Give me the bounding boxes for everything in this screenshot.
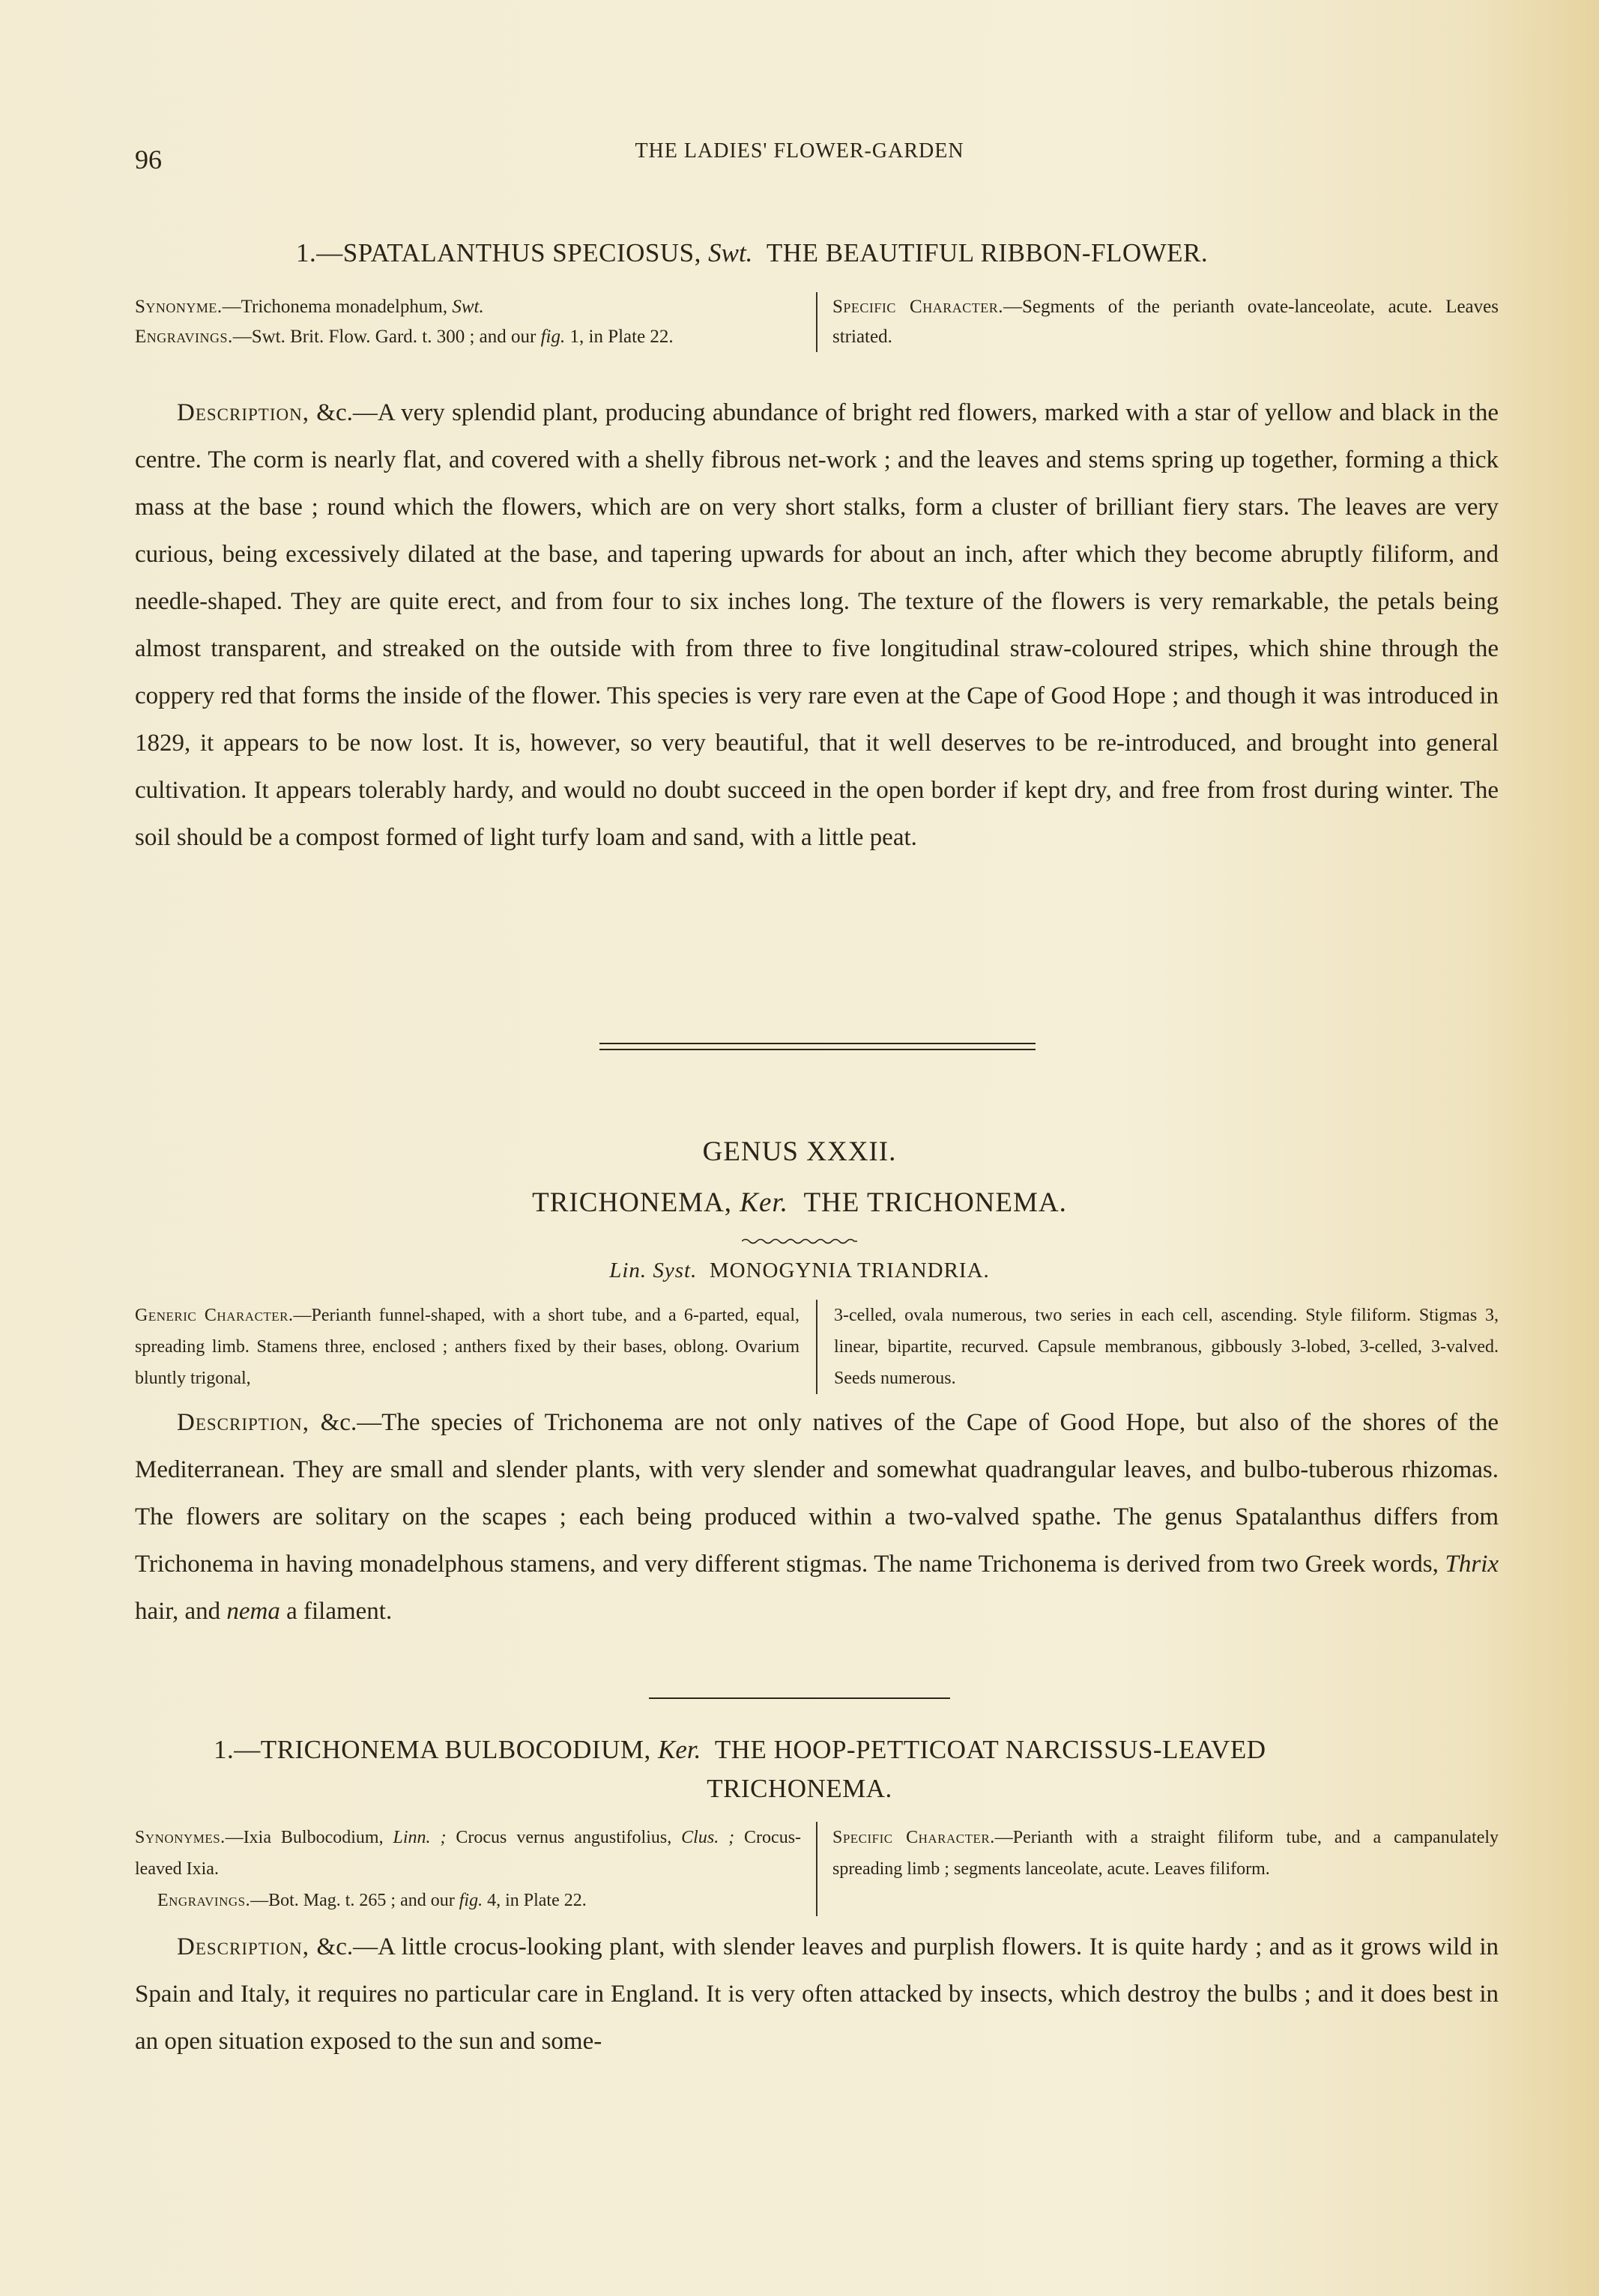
species2-synonyms-text: —Ixia Bulbocodium,: [225, 1828, 384, 1847]
species2-engravings-fig: fig.: [459, 1891, 483, 1910]
generic-character-text-right: 3-celled, ovala numerous, two series in each cell, ascending. Style filiform. Stigmas 3, linear, bipartite, recurved. Capsule membranous, gibbously 3-lobed, 3-celled, 3-valved. Seeds numerous.: [834, 1306, 1499, 1388]
word-thrix: Thrix: [1445, 1551, 1499, 1578]
species1-title-english: THE BEAUTIFUL RIBBON-FLOWER.: [766, 238, 1209, 267]
synonyms-label: Synonyme.: [135, 297, 223, 317]
genus-english: THE TRICHONEMA.: [803, 1187, 1067, 1218]
engravings-text: —Swt. Brit. Flow. Gard. t. 300 ; and our: [232, 327, 536, 347]
genus-heading: GENUS XXXII.: [702, 1136, 897, 1167]
species2-engravings-label: Engravings.: [157, 1891, 251, 1910]
page-number: 96: [135, 145, 162, 175]
species2-synonyms-label: Synonymes.: [135, 1828, 226, 1847]
species2-synonyms-text-b: Crocus vernus angustifolius,: [456, 1828, 672, 1847]
species2-description: [135, 1924, 1499, 2065]
species2-specific-block: [816, 1822, 1499, 1916]
generic-character-text-left: —Perianth funnel-shaped, with a short tube, and a 6-parted, equal, spreading limb. Stamens three, enclosed ; anthers fixed by their bases, oblong. Ovarium bluntly trigonal,: [135, 1306, 800, 1388]
wavy-rule: [742, 1238, 857, 1245]
description-text: &c.—A very splendid plant, producing abundance of bright red flowers, marked with a star of yellow and black in the centre. The corm is nearly flat, and covered with a shelly fibrous net-work ; and the leaves and stems spring up together, forming a thick mass at the base ; round which the flowers, which are on very short stalks, form a cluster of brilliant fiery stars. The leaves are very curious, being excessively dilated at the base, and tapering upwards for about an inch, after which they become abruptly filiform, and needle-shaped. They are quite erect, and from four to six inches long. The texture of the flowers is very remarkable, the petals being almost transparent, and streaked on the outside with from three to five longitudinal straw-coloured stripes, which shine through the coppery red that forms the inside of the flower. This species is very rare even at the Cape of Good Hope ; and though it was introduced in 1829, it appears to be now lost. It is, however, so very beautiful, that it well deserves to be re-introduced, and brought into general cultivation. It appears tolerably hardy, and would no doubt succeed in the open border if kept dry, and free from frost during winter. The soil should be a compost formed of light turfy loam and sand, with a little peat.: [135, 399, 1499, 851]
species2-title-line2: TRICHONEMA.: [707, 1774, 892, 1803]
linnaean-system: [0, 1258, 1599, 1283]
synonyms-author: Swt.: [452, 297, 484, 317]
synonyms-text: —Trichonema monadelphum,: [222, 297, 448, 317]
synonyms-clus: Clus. ;: [681, 1828, 735, 1847]
section-rule-top: [599, 1043, 1036, 1044]
species2-title-latin: 1.—TRICHONEMA BULBOCODIUM,: [214, 1735, 651, 1764]
generic-character: [135, 1300, 1499, 1394]
species1-characters: [135, 292, 1499, 352]
species1-specific-block: [816, 292, 1499, 352]
synonyms-linn: Linn. ;: [393, 1828, 447, 1847]
running-head: THE LADIES' FLOWER-GARDEN: [635, 139, 964, 163]
species2-engravings-text: —Bot. Mag. t. 265 ; and our: [250, 1891, 455, 1910]
species2-specific-label: Specific Character.: [832, 1828, 995, 1847]
species1-title-author: Swt.: [708, 238, 753, 267]
genus-description-text-b: hair, and: [135, 1598, 221, 1625]
generic-character-right: [816, 1300, 1499, 1394]
species2-synonyms-text-c: Crocus-leaved Ixia.: [135, 1828, 802, 1879]
species1-description: [135, 390, 1499, 861]
engravings-fig: fig.: [540, 327, 566, 347]
species2-engravings-plate: 4, in Plate 22.: [487, 1891, 587, 1910]
species1-synonyms-block: [135, 292, 816, 352]
word-nema: nema: [226, 1598, 280, 1625]
specific-character-label: Specific Character.: [832, 297, 1003, 317]
genus-name: TRICHONEMA,: [532, 1187, 733, 1218]
section-rule-bottom: [599, 1049, 1036, 1050]
lin-syst-label: Lin. Syst.: [609, 1258, 698, 1282]
species2-synonyms-block: [135, 1822, 816, 1916]
species2-specific-text: —Perianth with a straight filiform tube, and a campanulately spreading limb ; segments lanceolate, acute. Leaves filiform.: [832, 1828, 1499, 1879]
species2-description-text: &c.—A little crocus-looking plant, with slender leaves and purplish flowers. It is quite hardy ; and as it grows wild in Spain and Italy, it requires no particular care in England. It is very often attacked by insects, which destroy the bulbs ; and it does best in an open situation exposed to the sun and some-: [135, 1933, 1499, 2055]
species2-title-english: THE HOOP-PETTICOAT NARCISSUS-LEAVED: [714, 1735, 1266, 1764]
engravings-plate: 1, in Plate 22.: [569, 327, 674, 347]
species1-title-latin: 1.—SPATALANTHUS SPECIOSUS,: [296, 238, 701, 267]
specific-character-text: —Segments of the perianth ovate-lanceolate, acute. Leaves striated.: [832, 297, 1499, 347]
species2-title-author: Ker.: [657, 1735, 701, 1764]
genus-description-label: Description,: [177, 1409, 309, 1436]
generic-character-left: [135, 1300, 816, 1394]
species2-description-label: Description,: [177, 1933, 309, 1960]
engravings-label: Engravings.: [135, 327, 233, 347]
lin-syst-value: MONOGYNIA TRIANDRIA.: [709, 1258, 990, 1282]
genus-description-text-c: a filament.: [286, 1598, 393, 1625]
genus-description: [135, 1399, 1499, 1635]
species2-title-line1: [214, 1735, 1266, 1765]
generic-character-label: Generic Character.: [135, 1306, 294, 1325]
species2-characters: [135, 1822, 1499, 1916]
description-label: Description,: [177, 399, 309, 426]
genus-title: [0, 1187, 1599, 1219]
genus-author: Ker.: [740, 1187, 788, 1218]
species1-title: [296, 238, 1208, 268]
genus-description-text: &c.—The species of Trichonema are not only natives of the Cape of Good Hope, but also of the shores of the Mediterranean. They are small and slender plants, with very slender and somewhat quadrangular leaves, and bulbo-tuberous rhizomas. The flowers are solitary on the scapes ; each being produced within a two-valved spathe. The genus Spatalanthus differs from Trichonema in having monadelphous stamens, and very different stigmas. The name Trichonema is derived from two Greek words,: [135, 1409, 1499, 1578]
subsection-rule: [649, 1697, 950, 1699]
